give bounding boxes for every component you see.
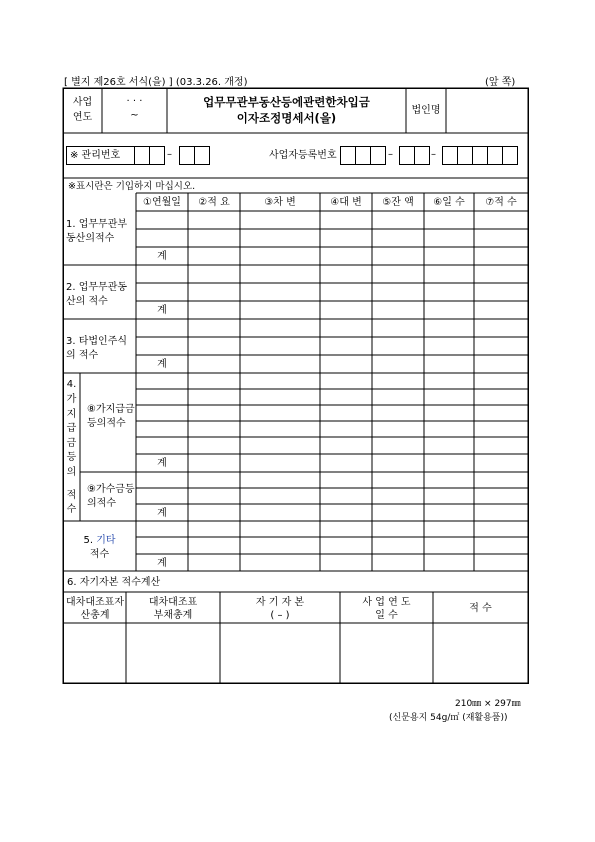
bizreg-digit-box[interactable]	[370, 146, 386, 165]
bizreg-digit-box[interactable]	[502, 146, 518, 165]
section-3-total: 계	[157, 359, 167, 370]
s6-col-product: 적 수	[469, 603, 492, 614]
paper-spec: (신문용지 54g/㎡ (재활용품))	[389, 713, 508, 723]
section-4-sub9-total: 계	[157, 508, 167, 519]
corp-name-label: 법인명	[411, 105, 441, 116]
section-5-label	[63, 534, 136, 562]
bizreg-digit-box[interactable]	[399, 146, 415, 165]
mgmt-digit-box[interactable]	[134, 146, 150, 165]
section-2-text: 2. 업무무관동산의 적수	[66, 282, 128, 307]
bizreg-dash: –	[388, 149, 393, 160]
bizreg-dash: –	[431, 149, 436, 160]
col-debit-header: ③차 변	[264, 197, 296, 208]
s6-col-equity-formula: ( – )	[270, 610, 290, 621]
mgmt-digit-box[interactable]	[149, 146, 165, 165]
section-1-label	[64, 218, 135, 246]
col-credit-header: ④대 변	[330, 197, 362, 208]
s6-col-assets-text: 대차대조표자산총계	[66, 597, 124, 621]
section-4-bottom-text: 적수	[66, 490, 77, 515]
corp-name-field[interactable]	[447, 89, 527, 132]
year-date-tilde: ~	[130, 110, 139, 121]
s6-col-days: 일 수	[375, 610, 398, 621]
bizreg-digit-box[interactable]	[487, 146, 503, 165]
section-5-word: 기타	[96, 535, 116, 546]
business-year-label-2: 연도	[72, 112, 93, 123]
mgmt-number-label: ※ 관리번호	[70, 150, 121, 161]
bizreg-digit-box[interactable]	[414, 146, 430, 165]
section-4-sub8-total: 계	[157, 458, 167, 469]
section-1-total: 계	[157, 251, 167, 262]
section-4-number: 4.	[66, 379, 77, 390]
section-4-sub9-text: ⑨가수금등의적수	[87, 484, 135, 509]
col-product-header: ⑦적 수	[485, 197, 517, 208]
bizreg-number-label: 사업자등록번호	[269, 150, 337, 161]
form-title-line-1: 업무무관부동산등에관련한차입금	[203, 95, 370, 109]
section-1-text: 1. 업무무관부동산의적수	[66, 219, 128, 244]
bizreg-digit-box[interactable]	[472, 146, 488, 165]
mgmt-digit-box[interactable]	[194, 146, 210, 165]
form-reference: [ 별지 제26호 서식(을) ] (03.3.26. 개정)	[64, 77, 248, 88]
section-2-total: 계	[157, 305, 167, 316]
section-4-sub9-label	[82, 483, 135, 511]
section-3-label	[64, 335, 135, 363]
col-summary-header: ②적 요	[198, 197, 230, 208]
business-year-label-1: 사업	[72, 97, 93, 108]
instruction-note: ※표시란은 기입하지 마십시오.	[68, 181, 196, 192]
section-4-vertical-text: 가지급금등의	[66, 394, 77, 478]
s6-col-equity: 자 기 자 본	[255, 597, 305, 608]
bizreg-digit-box[interactable]	[355, 146, 371, 165]
section-5-total: 계	[157, 558, 167, 569]
paper-size: 210㎜ × 297㎜	[455, 699, 521, 709]
mgmt-digit-box[interactable]	[179, 146, 195, 165]
s6-col-liabilities-text: 대차대조표부채총계	[148, 597, 198, 621]
s6-col-year: 사 업 연 도	[362, 597, 411, 608]
section-4-bottom-label	[63, 489, 80, 517]
bizreg-digit-box[interactable]	[442, 146, 458, 165]
section-3-text: 3. 타법인주식의 적수	[66, 336, 128, 361]
section-4-sub8-label	[82, 403, 135, 431]
form-title-line-2: 이자조정명세서(을)	[236, 111, 337, 125]
section-2-label	[64, 281, 135, 309]
col-days-header: ⑥일 수	[433, 197, 465, 208]
section-5-number: 5.	[83, 535, 94, 546]
bizreg-digit-box[interactable]	[340, 146, 356, 165]
section-4-vertical-label	[63, 393, 80, 480]
section-5-tail: 적수	[89, 549, 110, 560]
year-date-dots[interactable]: · · ·	[126, 96, 143, 107]
section-6-title: 6. 자기자본 적수계산	[67, 577, 161, 588]
s6-col-assets	[65, 596, 125, 622]
col-balance-header: ⑤잔 액	[382, 197, 414, 208]
page-side-label: (앞 쪽)	[485, 77, 516, 88]
col-date-header: ①연월일	[143, 197, 181, 208]
s6-col-liabilities	[130, 596, 216, 622]
bizreg-digit-box[interactable]	[457, 146, 473, 165]
section-4-sub8-text: ⑧가지급금등의적수	[87, 404, 135, 429]
mgmt-dash: –	[167, 149, 172, 160]
